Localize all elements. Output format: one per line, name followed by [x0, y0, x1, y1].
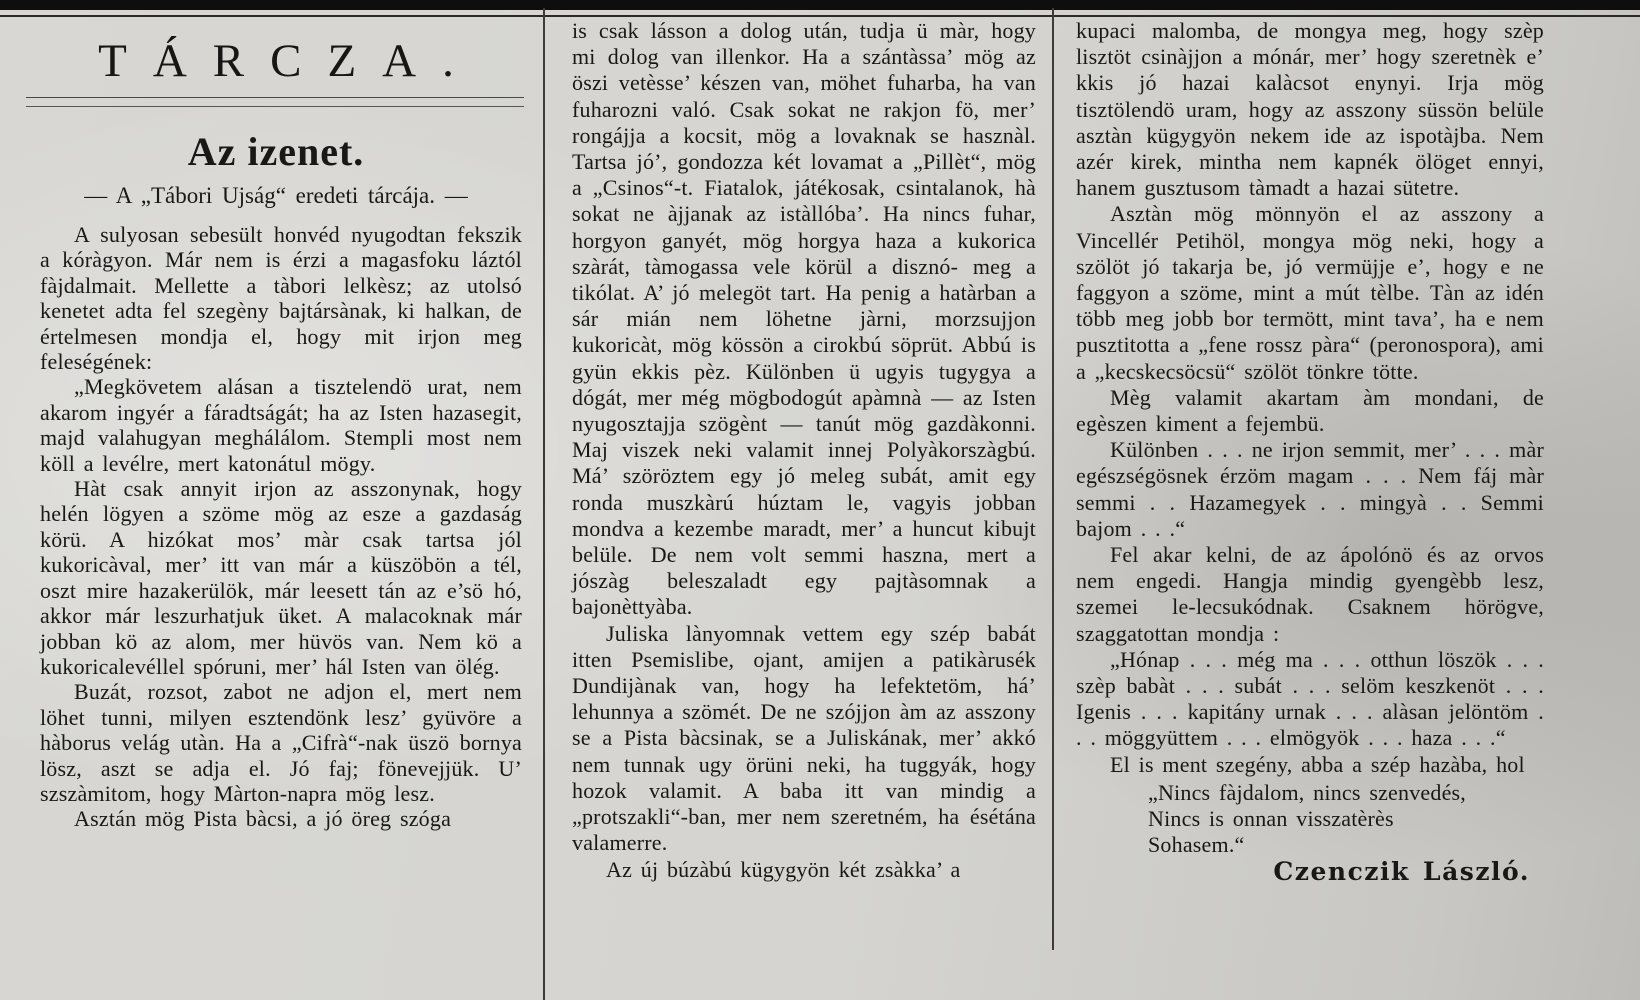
author-signature: Czenczik László. [1273, 856, 1530, 886]
verse-block [1076, 780, 1544, 859]
article-paragraph: Hàt csak annyit irjon az asszonynak, hogy helén lögyen a szöme mög az esze a gazdaság körü. A hizókat mos’ màr csak tartsa jól kukoricàval, mer’ itt van már a küszöbön a tél, oszt mire hazakerülök, már leesett tán az e’sö hó, akkor már leszurhatjuk üket. A malacoknak már jobban kö az alom, mer hüvös van. Nem kö a kukoricalevéllel spóruni, mer’ hál Isten van ölég. [40, 476, 522, 679]
article-paragraph: „Megkövetem alásan a tisztelendö urat, nem akarom ingyér a fáradtságát; ha az Isten hazasegit, majd valahugyan meghálálom. Stempli most nem köll a levélre, mert katonátul mögy. [40, 374, 522, 476]
verse-line: „Nincs fàjdalom, nincs szenvedés, [1148, 779, 1467, 805]
column-right [1076, 18, 1544, 885]
article-paragraph: Asztán mög Pista bàcsi, a jó öreg szóga [74, 806, 452, 832]
article-paragraph: is csak lásson a dolog után, tudja ü màr, hogy mi dolog van illenkor. Ha a szántàssa’ mög az öszi vetèsse’ készen van, möhet fuharba, ha van fuharozni való. Csak sokat ne rakjon fö, mer’ rongájja a kocsit, mög a lovaknak se hasznàl. Tartsa jó’, gondozza két lovamat a „Pillèt“, mög a „Csinos“-t. Fiatalok, játékosak, csintalanok, hà sokat ne àjjanak az istàllóba’. Ha nincs fuhar, horgyon ganyét, mög horgya haza a kukorica szàrát, tàmogassa vele körül a disznó- meg a tikólat. A’ jó melegöt tart. Ha penig a hatàrban a sár mián nem löhetne jàrni, morzsujjon kukoricàt, mög kössön a cirokbú söprüt. Abbú is gyün ekkis pèz. Különben ü ugyis tugygya a dógát, mer még mögbodogút apàmnà — az Isten nyugosztajja szögènt — tanút mög gazdàkonni. Maj viszek neki valamit innej Polyàkorszàgbú. Má’ szöröztem egy jó meleg subát, amit egy ronda muszkàrú húztam le, vagyis jobban mondva a kezembe maradt, mer’ a huncut kibujt belüle. De nem volt semmi haszna, mert a jószàg beleszaladt egy pajtàsomnak a bajonèttyàba. [572, 18, 1036, 620]
article-subtitle: — A „Tábori Ujság“ eredeti tárcája. — [84, 183, 468, 208]
verse-line: Nincs is onnan visszatèrès [1148, 806, 1394, 832]
article-paragraph: Juliska lànyomnak vettem egy szép babát itten Psemislibe, ojant, amijen a patikàrusék Dundijànak van, hogy ha lefektetöm, há’ lehunnya a szömét. De ne szójjon àm az asszony se a Pista bàcsinak, se a Juliskának, mer’ akkó nem tunnak ugy örüni neki, ha tuggyák, hogy hozok valamit. A baba itt van mindig a „protszakli“-ban, mer nem szeretném, ha ésétána valamerre. [572, 620, 1036, 856]
article-paragraph: Asztàn mög mönnyön el az asszony a Vincellér Petihöl, mongya mög neki, hogy a szölöt jó takarja be, jó vermüjje e’, hogy e ne faggyon a szöme, mint a mút tèlbe. Tàn az idén több meg jobb bor termött, mint tava’, ha e nem pusztitotta a „fene rossz pàra“ (peronospora), ami a „kecskecsöcsü“ szölöt tönkre tötte. [1076, 201, 1544, 384]
verse-line: Sohasem.“ [1148, 832, 1245, 858]
column-divider-right [1052, 8, 1054, 950]
article-paragraph: kupaci malomba, de mongya meg, hogy szèp lisztöt csinàjjon a mónár, mer’ hogy szeretnèk e’ kkis jó hazai kalàcsot enynyi. Irja mög tisztölendö uram, hogy az asszony süssön belüle asztàn kügygyön nekem ide az ispotàjba. Nem azér kirek, mintha nem kapnék ölöget ennyi, hanem gusztusom tàmadt a hazai sütetre. [1076, 18, 1544, 201]
section-title: TÁRCZA. [98, 35, 480, 87]
article-paragraph: Fel akar kelni, de az ápolónö és az orvos nem engedi. Hangja mindig gyengèbb lesz, szemei le-lecsukódnak. Csaknem hörögve, szaggatottan mondja : [1076, 542, 1544, 646]
column-left [40, 222, 522, 832]
article-paragraph: El is ment szegény, abba a szép hazàba, hol [1110, 751, 1525, 777]
article-paragraph: A sulyosan sebesült honvéd nyugodtan fekszik a kóràgyon. Már nem is érzi a magasfoku láztól fàjdalmait. Mellette a tàbori lelkèsz; az utolsó kenetet adta fel szegèny bajtársànak, ki halkan, de értelmesen mondja el, hogy mit irjon meg feleségének: [40, 222, 522, 375]
section-title-rule [26, 97, 524, 107]
article-title: Az izenet. [187, 129, 365, 174]
article-paragraph: Buzát, rozsot, zabot ne adjon el, mert nem löhet tunni, milyen esztendönk lesz’ gyüvöre a hàborus velág utàn. Ha a „Cifrà“-nak üszö bornya lösz, aszt se adja el. Jó faj; fönevejjük. U’ szszàmitom, hogy Màrton-napra mög lesz. [40, 679, 522, 806]
column-divider-left [543, 8, 545, 1000]
top-thin-rule [0, 15, 1640, 17]
column-middle [572, 18, 1036, 883]
article-paragraph: „Hónap . . . még ma . . . otthun löszök . . . szèp babàt . . . subát . . . selöm keszkenöt . . . Igenis . . . kapitány urnak . . . alàsan jelöntöm . . . möggyüttem . . . elmögyök . . . haza . . .“ [1076, 646, 1544, 751]
top-thick-rule [0, 0, 1640, 10]
article-paragraph: Mèg valamit akartam àm mondani, de egèszen kiment a fejembü. [1076, 384, 1544, 437]
article-paragraph: Az új búzàbú kügygyön két zsàkka’ a [606, 856, 961, 882]
article-paragraph: Különben . . . ne irjon semmit, mer’ . . . màr egészségösnek érzöm magam . . . Nem fáj màr semmi . . Hazamegyek . . mingyà . . Semmi bajom . . .“ [1076, 437, 1544, 541]
